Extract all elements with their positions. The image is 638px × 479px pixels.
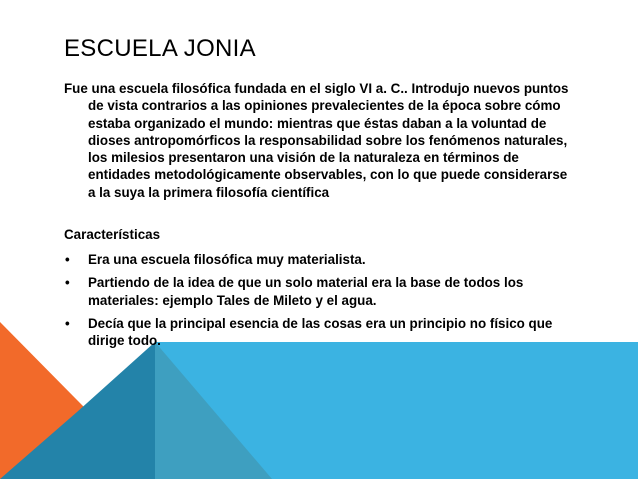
intro-paragraph: Fue una escuela filosófica fundada en el siglo VI a. C.. Introdujo nuevos puntos de vista contrarios a las opiniones prevalecientes de la época sobre cómo estaba organizado el mundo: mientras que éstas daban a la voluntad de dioses antropomórficos la responsabilidad sobre los fenómenos naturales, los milesios presentaron una visión de la naturaleza en términos de entidades metodológicamente observables, con lo que puede considerarse a la suya la primera filosofía científica <box>64 81 569 200</box>
intro-block <box>64 80 574 201</box>
list-item <box>64 315 574 350</box>
bullet-icon: • <box>65 252 70 268</box>
slide-title: ESCUELA JONIA <box>64 35 256 62</box>
section-heading: Características <box>64 227 161 243</box>
slide-content <box>64 80 574 356</box>
list-item-text: Decía que la principal esencia de las cosas era un principio no físico que dirige todo. <box>88 315 553 349</box>
bullet-icon: • <box>65 315 70 331</box>
characteristics-list <box>64 251 574 349</box>
list-item <box>64 274 574 309</box>
list-item <box>64 251 574 268</box>
bullet-icon: • <box>65 275 70 291</box>
list-item-text: Era una escuela filosófica muy materialista. <box>88 252 366 268</box>
list-item-text: Partiendo de la idea de que un solo material era la base de todos los materiales: ejemplo Tales de Mileto y el agua. <box>88 275 524 308</box>
